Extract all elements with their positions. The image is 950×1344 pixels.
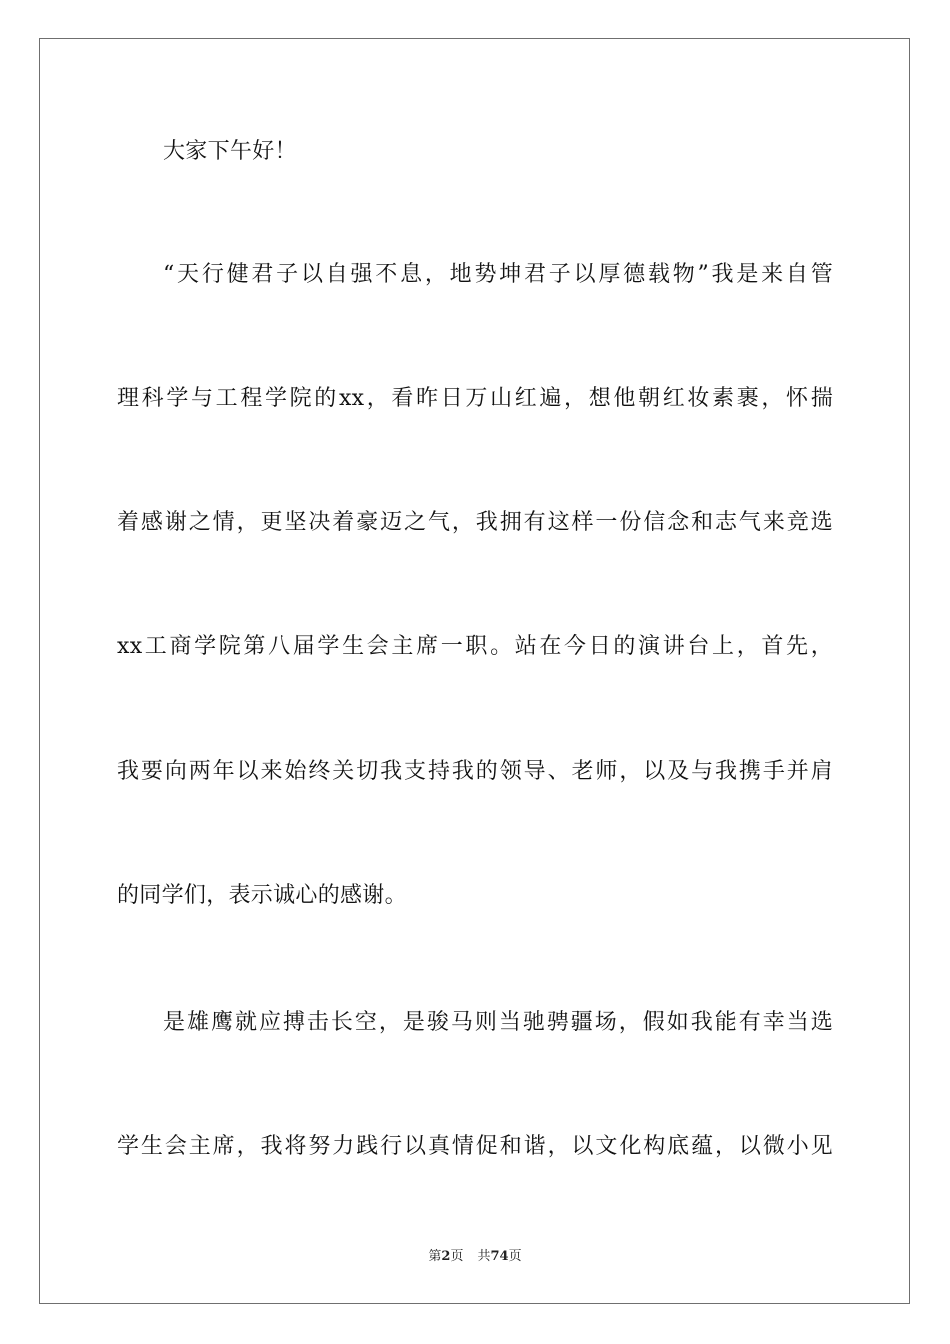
total-prefix: 共	[477, 1249, 491, 1264]
text-line: xx工商学院第八届学生会主席一职。站在今日的演讲台上，首先，	[117, 634, 833, 659]
page-prefix: 第	[428, 1249, 442, 1264]
total-pages: 74	[490, 1249, 509, 1264]
text-line: 着感谢之情，更坚决着豪迈之气，我拥有这样一份信念和志气来竞选	[117, 510, 833, 535]
page-border	[39, 38, 910, 1304]
text-line: “天行健君子以自强不息，地势坤君子以厚德载物”我是来自管	[163, 262, 833, 287]
page-footer	[0, 1248, 950, 1266]
total-suffix: 页	[508, 1249, 522, 1264]
text-line: 学生会主席，我将努力践行以真情促和谐，以文化构底蕴，以微小见	[117, 1134, 833, 1159]
text-line: 我要向两年以来始终关切我支持我的领导、老师，以及与我携手并肩	[117, 759, 833, 784]
page-suffix: 页	[450, 1249, 464, 1264]
page-number: 2	[441, 1249, 451, 1264]
text-line-greeting: 大家下午好！	[163, 139, 297, 164]
text-line: 的同学们，表示诚心的感谢。	[117, 883, 407, 908]
text-line: 理科学与工程学院的xx，看昨日万山红遍，想他朝红妆素裹，怀揣	[117, 386, 833, 411]
text-line: 是雄鹰就应搏击长空，是骏马则当驰骋疆场，假如我能有幸当选	[163, 1010, 833, 1035]
